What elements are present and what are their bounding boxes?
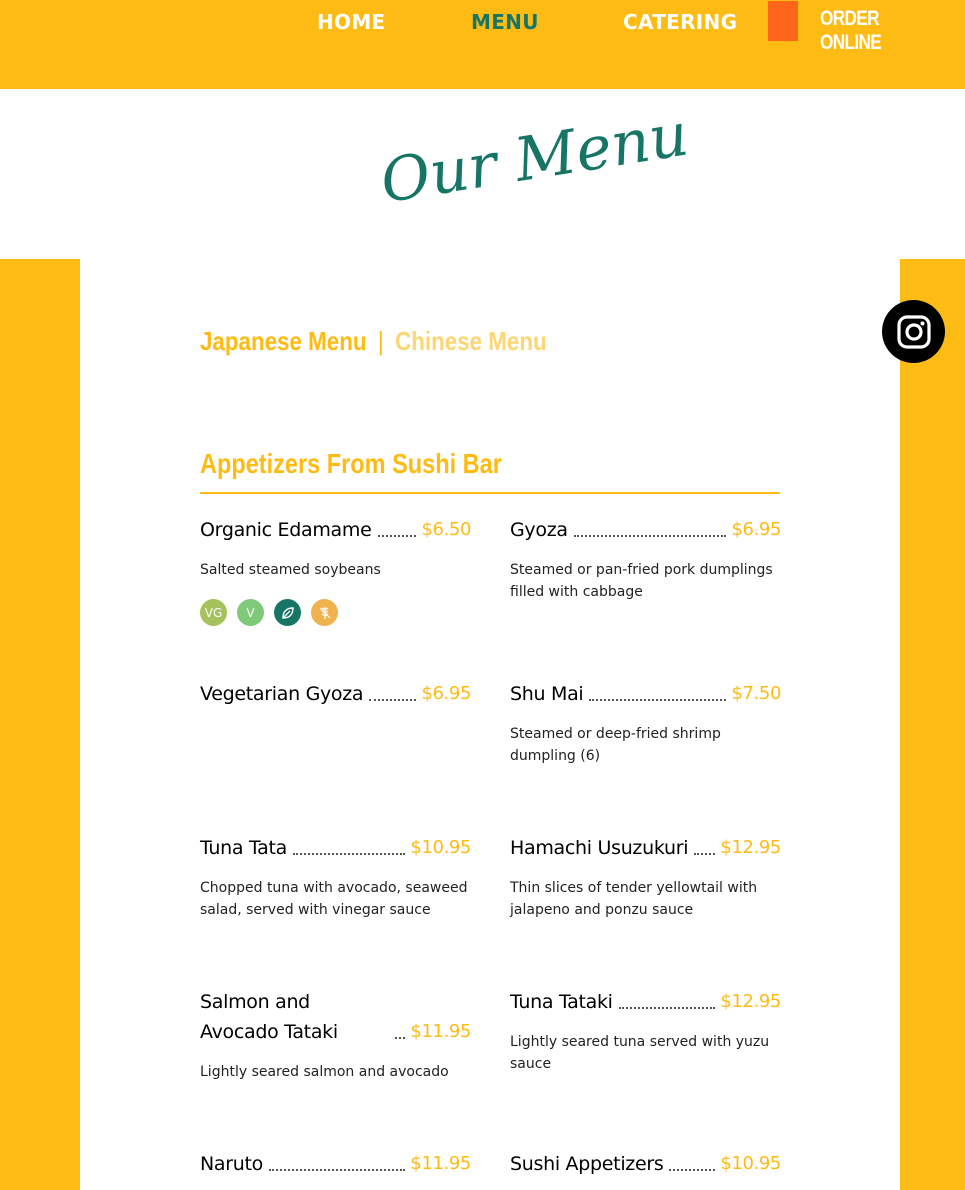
- page-title: Our Menu: [376, 99, 693, 218]
- item-description: Chopped tuna with avocado, seaweed salad, served with vinegar sauce: [200, 880, 468, 918]
- section-title: Appetizers From Sushi Bar: [200, 448, 502, 479]
- dietary-badges: [200, 599, 471, 626]
- dot-leader: [369, 699, 416, 701]
- dot-leader: [293, 853, 405, 855]
- item-name: Tuna Tataki: [510, 991, 613, 1013]
- dot-leader: [589, 699, 726, 701]
- menu-item: [200, 833, 471, 921]
- item-price: $7.50: [731, 683, 781, 704]
- item-price: $10.95: [720, 1153, 781, 1174]
- dot-leader: [269, 1169, 405, 1171]
- item-price: $6.50: [421, 519, 471, 540]
- dot-leader: [669, 1169, 715, 1171]
- nav-menu-link[interactable]: MENU: [471, 10, 539, 34]
- dot-leader: [395, 1037, 405, 1039]
- order-online-button[interactable]: ORDER ONLINE: [820, 7, 882, 54]
- menu-item: [510, 987, 781, 1075]
- vegan-badge: VG: [200, 599, 227, 626]
- item-description: Salted steamed soybeans: [200, 562, 381, 578]
- item-description: Lightly seared tuna served with yuzu sauce: [510, 1034, 770, 1072]
- instagram-icon: [897, 315, 931, 349]
- item-name: Shu Mai: [510, 683, 584, 705]
- order-accent-block: [768, 1, 798, 41]
- item-description: Steamed or deep-fried shrimp dumpling (6): [510, 726, 721, 764]
- vegetarian-badge: V: [237, 599, 264, 626]
- item-price: $11.95: [410, 1153, 471, 1174]
- menu-item: [200, 515, 471, 626]
- tab-chinese-menu[interactable]: Chinese Menu: [395, 326, 547, 356]
- tab-japanese-menu[interactable]: Japanese Menu: [200, 326, 367, 356]
- item-name: Salmon and Avocado Tataki: [200, 991, 338, 1043]
- dot-leader: [694, 853, 715, 855]
- item-price: $6.95: [421, 683, 471, 704]
- item-name: Hamachi Usuzukuri: [510, 837, 689, 859]
- item-description: Thin slices of tender yellowtail with jalapeno and ponzu sauce: [510, 880, 758, 918]
- item-price: $11.95: [410, 1021, 471, 1042]
- item-price: $10.95: [410, 837, 471, 858]
- item-name: Naruto: [200, 1153, 263, 1175]
- nav-catering-link[interactable]: CATERING: [623, 10, 738, 34]
- item-name: Organic Edamame: [200, 519, 372, 541]
- menu-tabs: [200, 326, 547, 357]
- left-yellow-band: [0, 259, 80, 1190]
- item-description: Lightly seared salmon and avocado: [200, 1064, 449, 1080]
- menu-item: [510, 1149, 781, 1179]
- dot-leader: [378, 535, 417, 537]
- menu-item: [510, 515, 781, 603]
- right-yellow-band: [900, 259, 965, 1190]
- item-price: $12.95: [720, 837, 781, 858]
- item-name: Sushi Appetizers: [510, 1153, 664, 1175]
- item-name: Gyoza: [510, 519, 568, 541]
- header-bar: [0, 0, 965, 89]
- item-price: $6.95: [731, 519, 781, 540]
- menu-item: [510, 833, 781, 921]
- dot-leader: [619, 1007, 716, 1009]
- section-divider: [200, 492, 780, 494]
- menu-item: [200, 1149, 471, 1179]
- item-name: Vegetarian Gyoza: [200, 683, 364, 705]
- menu-item: [510, 679, 781, 767]
- menu-item: [200, 987, 471, 1083]
- menu-item: [200, 679, 471, 709]
- leaf-icon: [274, 599, 301, 626]
- item-description: Steamed or pan-fried pork dumplings filled with cabbage: [510, 562, 773, 600]
- tab-separator: |: [377, 326, 384, 356]
- item-name: Tuna Tata: [200, 837, 287, 859]
- nav-home-link[interactable]: HOME: [317, 10, 386, 34]
- dot-leader: [574, 535, 727, 537]
- instagram-button[interactable]: [882, 300, 945, 363]
- wheat-icon: [311, 599, 338, 626]
- item-price: $12.95: [720, 991, 781, 1012]
